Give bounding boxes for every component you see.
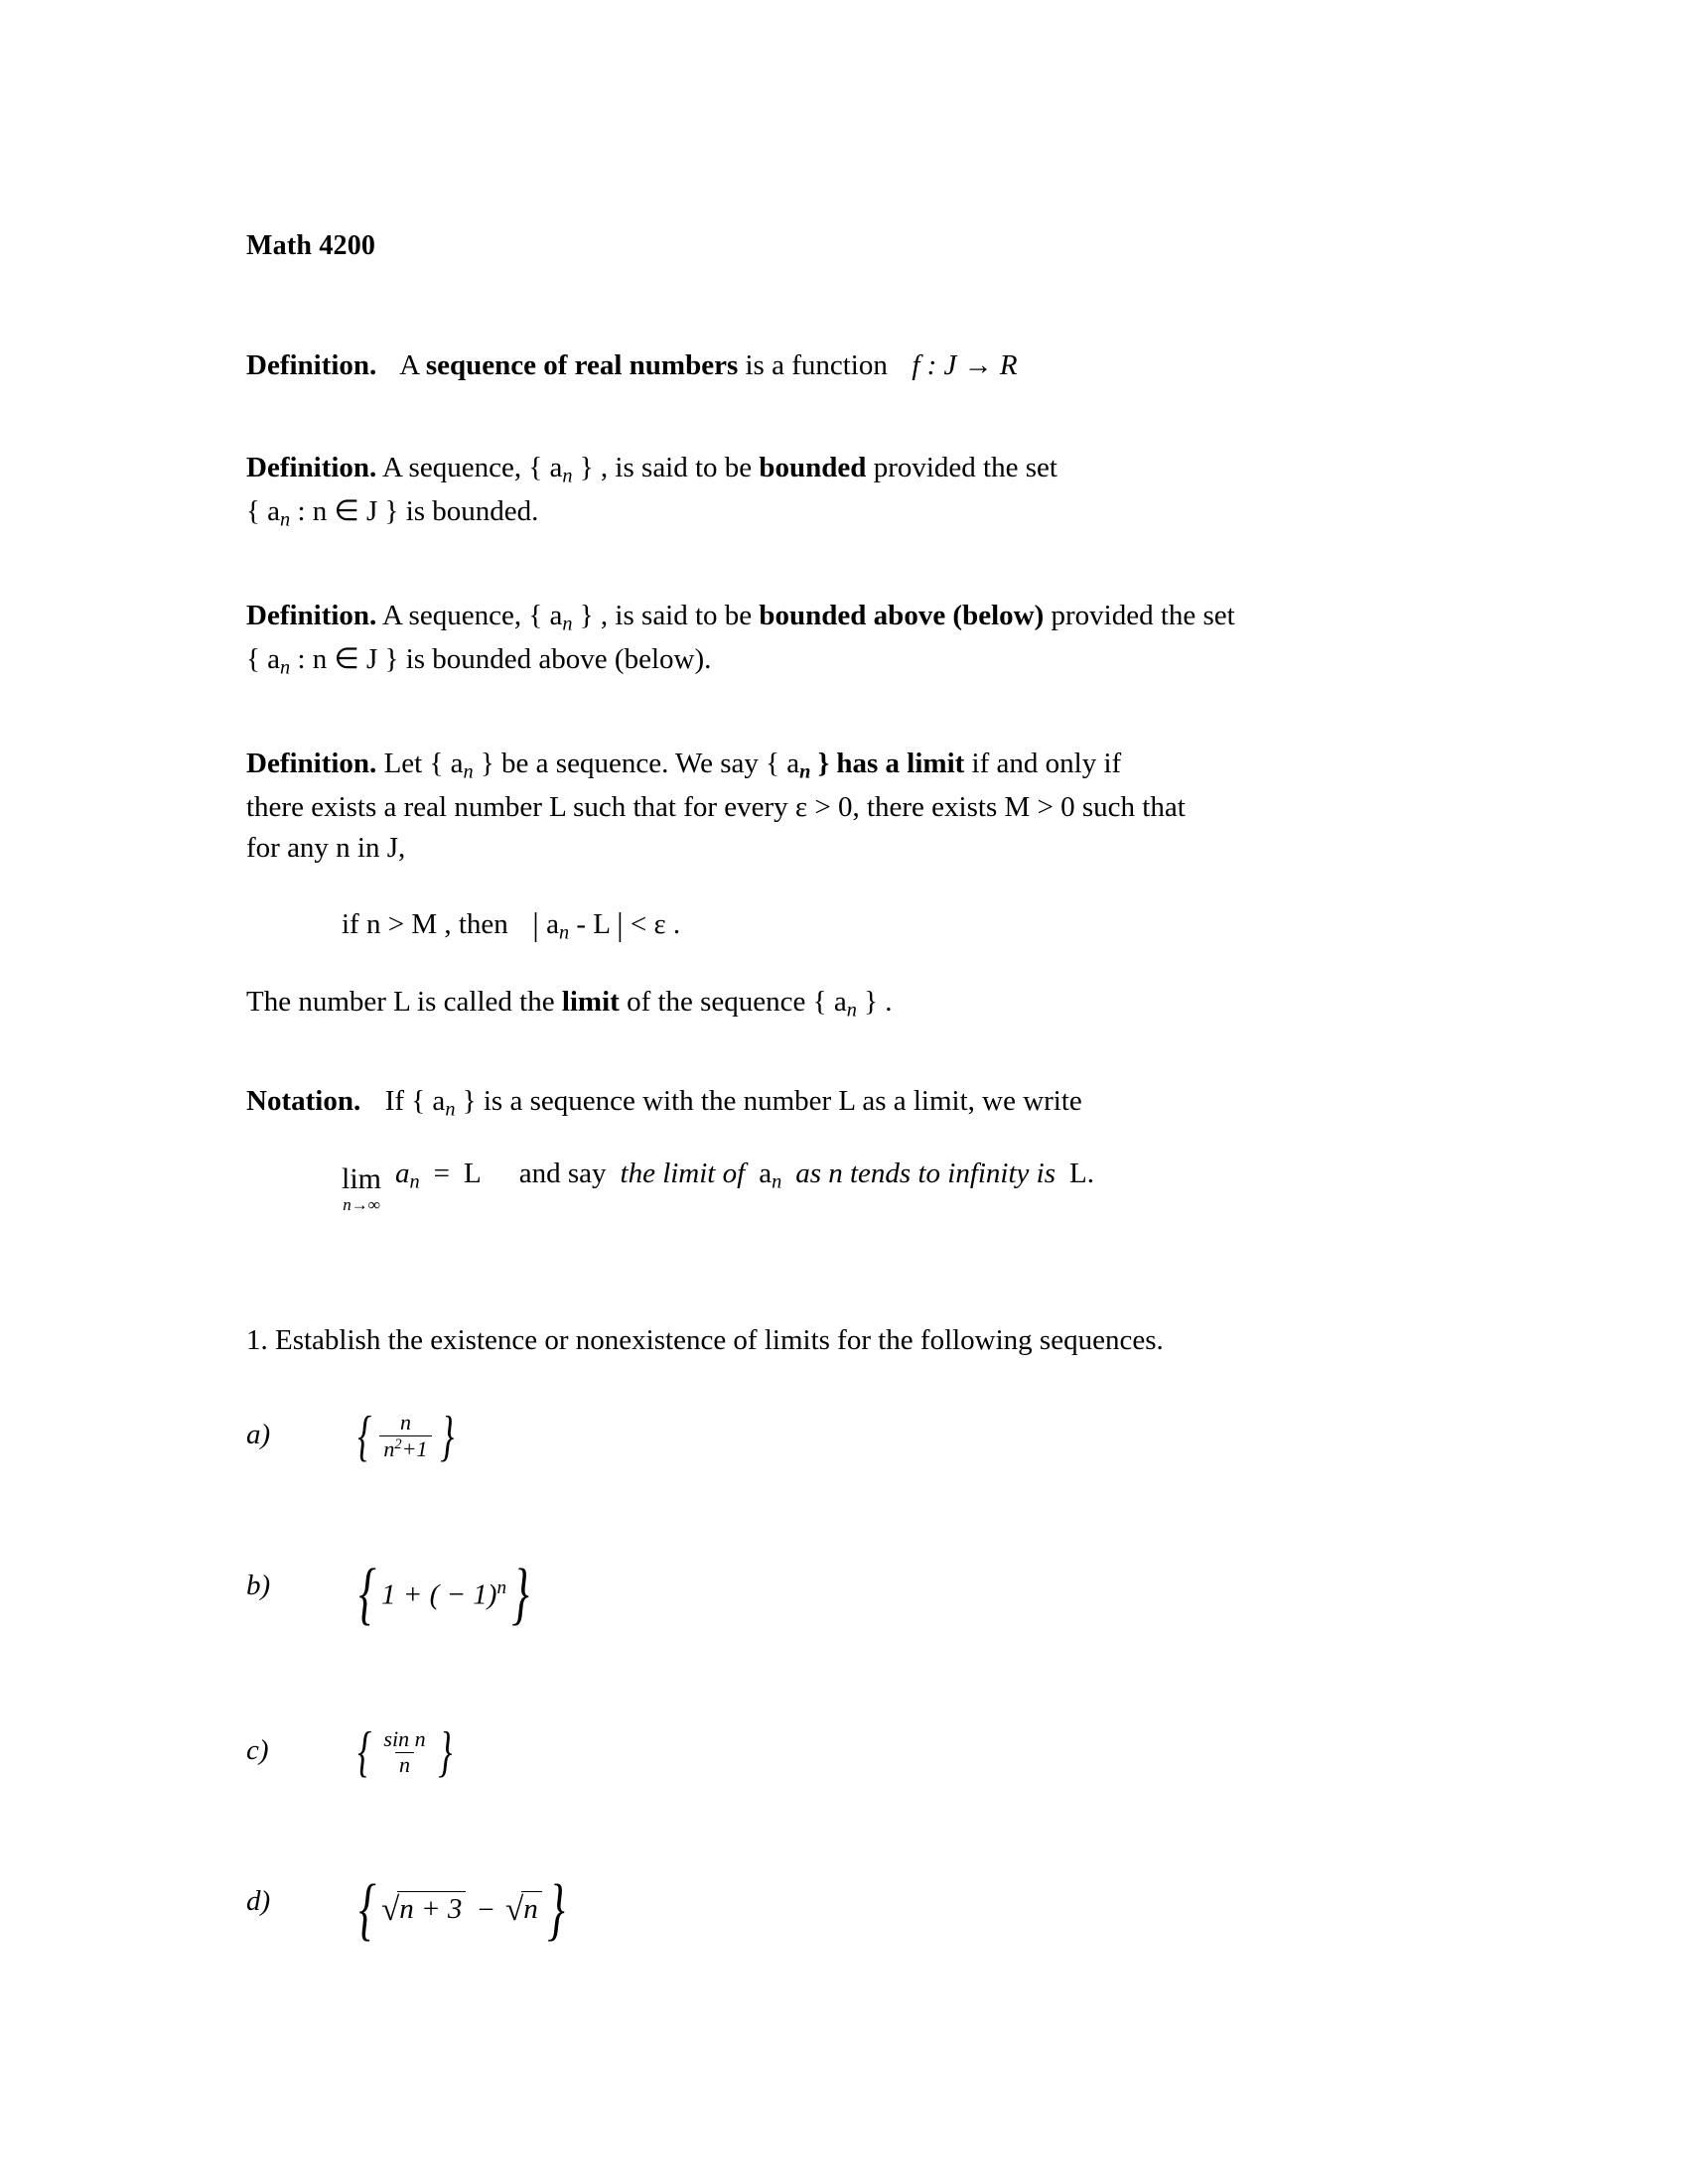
subscript-n: n	[562, 465, 573, 487]
definition-line1-c: provided the set	[1051, 600, 1235, 632]
subscript-n: n	[772, 1170, 782, 1193]
exponent-n: n	[496, 1576, 507, 1598]
closing-a: The number L is called the	[246, 986, 555, 1019]
definition-limit-line1	[246, 744, 1487, 786]
notation-label: Notation.	[246, 1084, 361, 1117]
subscript-n: n	[562, 613, 573, 635]
radical-icon: √	[504, 1891, 524, 1929]
definition-line2-a: { a	[246, 642, 281, 675]
equation-text-a: if n > M , then	[342, 908, 508, 940]
definition-label: Definition.	[246, 748, 377, 780]
fraction-numerator: n	[399, 1410, 411, 1435]
item-label-d: d)	[246, 1885, 271, 1918]
notation-tail-italic-a: the limit of	[620, 1158, 746, 1190]
equation-text-b: < ε .	[630, 908, 681, 940]
item-label-b: b)	[246, 1570, 271, 1602]
definition-label: Definition.	[246, 600, 377, 632]
page-title: Math 4200	[246, 230, 376, 261]
closing-b: of the sequence { a	[627, 986, 847, 1019]
definition-line2-a: { a	[246, 494, 281, 527]
item-expression-a	[353, 1406, 458, 1468]
notation-tail-value: L.	[1069, 1158, 1094, 1190]
definition-line1-b: } , is said to be	[572, 452, 753, 484]
definition-line1-c: provided the set	[873, 452, 1057, 484]
list-item	[246, 1406, 1487, 1468]
absolute-bar-open: |	[532, 906, 539, 943]
limit-notation-equation	[342, 1154, 1487, 1215]
definition-bab-line1	[246, 596, 1487, 638]
item-expression-d	[353, 1871, 570, 1949]
subscript-n: n	[846, 999, 857, 1022]
subscript-n: n	[409, 1170, 420, 1193]
definition-label: Definition.	[246, 452, 377, 484]
subscript-n: n	[280, 656, 291, 679]
list-item	[246, 1871, 1487, 1949]
notation-line1	[246, 1081, 1487, 1124]
limit-inequality-equation	[342, 902, 1487, 948]
fraction	[379, 1411, 431, 1461]
brace-close-icon: }	[439, 1406, 454, 1468]
definition-line1-d: if and only if	[971, 748, 1122, 780]
definition-bounded-line2	[246, 491, 1487, 534]
notation-text-b: } is a sequence with the number L as a limit, we write	[455, 1084, 1082, 1117]
limit-operator	[342, 1164, 381, 1213]
radicand: n	[521, 1891, 542, 1929]
equation-abs-inner-b: - L	[569, 908, 610, 940]
notation-block	[246, 1081, 1487, 1215]
definition-limit	[246, 744, 1487, 1024]
notation-tail-var: $a_n$	[759, 1158, 782, 1193]
limit-operator-subscript: n→∞	[343, 1195, 380, 1215]
definition-line2-b: : n ∈ J } is bounded.	[290, 494, 539, 527]
equation-abs-inner-a: a	[546, 908, 559, 940]
radical-icon: √	[381, 1891, 400, 1929]
limit-operator-label: lim	[342, 1162, 382, 1196]
definition-limit-line2: there exists a real number L such that for every ε > 0, there exists M > 0 such that	[246, 790, 1186, 823]
notation-tail-italic-b: as n tends to infinity is	[795, 1158, 1056, 1190]
problem-text: Establish the existence or nonexistence of limits for the following sequences.	[275, 1324, 1164, 1357]
subscript-n: n	[463, 760, 474, 783]
definition-line1-b: } , is said to be	[572, 600, 753, 632]
definition-line1-c: }	[810, 748, 830, 780]
subscript-n: n	[799, 760, 811, 783]
closing-bold: limit	[561, 986, 620, 1019]
definition-bab-line2	[246, 639, 1487, 682]
subscript-n: n	[445, 1098, 456, 1121]
definition-line1-b: } be a sequence. We say { a	[473, 748, 800, 780]
notation-text-a: If { a	[384, 1084, 446, 1117]
problem-number: 1.	[246, 1324, 268, 1357]
definition-limit-closing	[246, 982, 1487, 1024]
item-expression-c	[353, 1721, 456, 1784]
document-content	[246, 230, 1487, 2040]
problem-items-list	[246, 1406, 1487, 1949]
definition-line2-b: : n ∈ J } is bounded above (below).	[290, 642, 712, 675]
limit-sequence-var: $a_n$	[395, 1158, 420, 1193]
fraction-denominator: n	[395, 1752, 414, 1778]
definition-text-after: is a function	[745, 349, 888, 381]
square-root-2	[505, 1891, 542, 1929]
subscript-n: n	[280, 508, 291, 531]
item-expression-b	[353, 1556, 534, 1633]
list-item	[246, 1556, 1487, 1633]
limit-value: L	[464, 1158, 482, 1190]
subscript-n: n	[558, 921, 570, 944]
absolute-bar-close: |	[617, 906, 624, 943]
definition-text-before: A	[399, 349, 419, 381]
minus-operator: −	[476, 1893, 495, 1926]
expression-body: 1 + ( − 1)$^n$	[381, 1576, 507, 1611]
closing-c: } .	[856, 986, 893, 1019]
definition-bold-term: has a limit	[836, 748, 965, 780]
definition-limit-line3: for any n in J,	[246, 831, 406, 864]
brace-open-icon: {	[357, 1721, 372, 1784]
problem-statement	[246, 1324, 1487, 1357]
definition-line1-a: A sequence, { a	[381, 600, 563, 632]
definition-sequence	[246, 345, 1487, 386]
definition-line1-a: Let { a	[383, 748, 464, 780]
brace-close-icon: }	[437, 1721, 452, 1784]
item-label-c: c)	[246, 1734, 269, 1767]
brace-open-icon: {	[357, 1406, 372, 1468]
notation-tail-a: and say	[518, 1158, 607, 1190]
definition-label: Definition.	[246, 349, 377, 381]
brace-open-icon: {	[358, 1871, 376, 1949]
brace-close-icon: }	[511, 1556, 529, 1633]
definition-line1-a: A sequence, { a	[381, 452, 563, 484]
fraction-numerator: sin n	[383, 1725, 426, 1751]
brace-open-icon: {	[358, 1556, 376, 1633]
definition-bold-term: bounded	[759, 452, 867, 484]
fraction	[379, 1727, 429, 1777]
definition-bold-term: sequence of real numbers	[425, 349, 739, 381]
definition-bounded-above-below	[246, 596, 1487, 682]
brace-close-icon: }	[547, 1871, 565, 1949]
square-root-1	[381, 1891, 466, 1929]
fraction-denominator: $n^2+1$	[379, 1435, 431, 1462]
definition-bold-term: bounded above (below)	[759, 600, 1045, 632]
item-label-a: a)	[246, 1419, 271, 1451]
definition-bounded-line1	[246, 448, 1487, 490]
radicand: n + 3	[397, 1891, 466, 1929]
definition-formula: f : J → R	[912, 349, 1018, 381]
definition-bounded	[246, 448, 1487, 534]
equals-sign: =	[433, 1158, 451, 1190]
list-item	[246, 1721, 1487, 1784]
